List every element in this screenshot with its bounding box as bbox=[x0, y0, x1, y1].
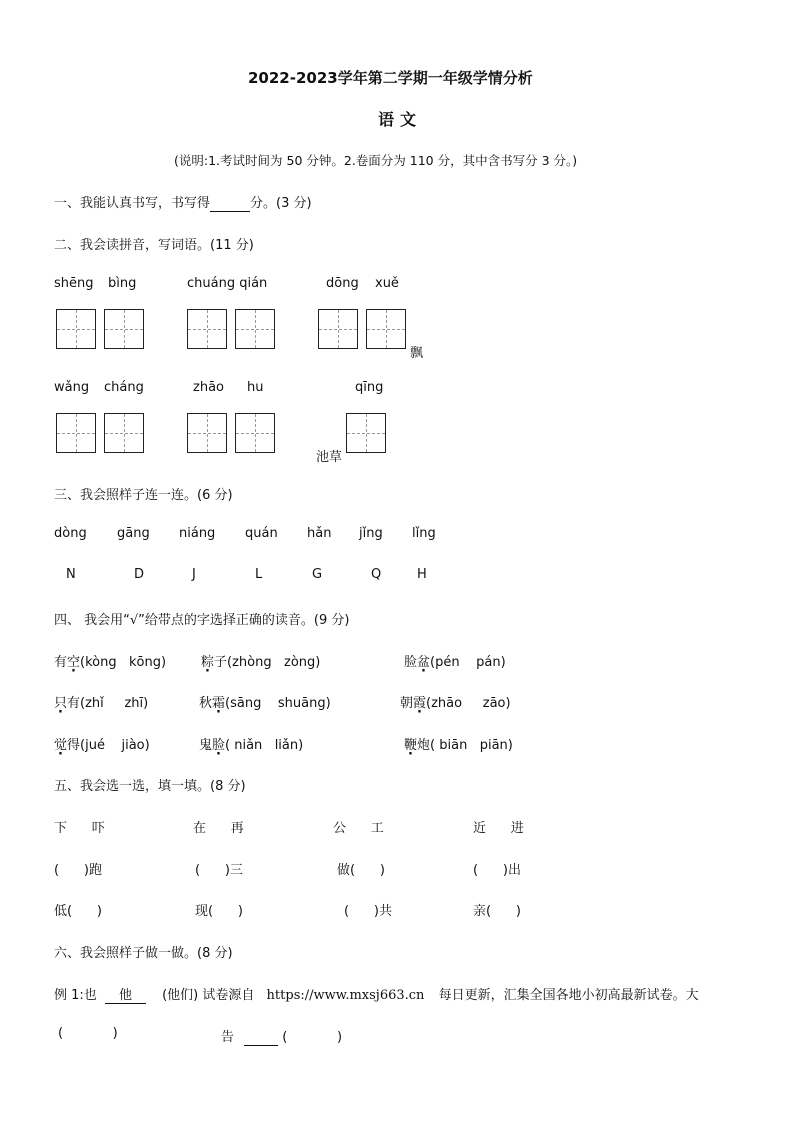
example-label: 例 1:也 bbox=[54, 988, 97, 1003]
section-1 bbox=[54, 192, 312, 212]
dotted-char: 盆 bbox=[417, 655, 431, 670]
writing-grid[interactable] bbox=[318, 309, 358, 349]
item-prefix: 朝 bbox=[400, 696, 414, 711]
match-pinyin[interactable]: dòng bbox=[54, 526, 87, 541]
item-suffix: 子 bbox=[214, 655, 228, 670]
example-answer: 他 bbox=[105, 984, 146, 1004]
pinyin-label: zhāo bbox=[193, 380, 224, 395]
fill-blank[interactable]: 亲( ) bbox=[473, 904, 521, 919]
fill-blank[interactable]: ( )出 bbox=[473, 863, 521, 878]
match-pinyin[interactable]: niáng bbox=[179, 526, 216, 541]
writing-grid[interactable] bbox=[346, 413, 386, 453]
section-5-heading: 五、我会选一选，填一填。(8 分) bbox=[54, 779, 246, 794]
pinyin-label: hu bbox=[247, 380, 264, 395]
match-letter[interactable]: G bbox=[312, 567, 323, 582]
pinyin-label: bìng bbox=[108, 276, 137, 291]
char-pair: 下 吓 bbox=[54, 821, 105, 836]
match-letter[interactable]: H bbox=[417, 567, 427, 582]
writing-grid[interactable] bbox=[104, 413, 144, 453]
fill-blank[interactable]: ( )跑 bbox=[54, 863, 102, 878]
word-suffix: 飘 bbox=[410, 346, 424, 361]
match-pinyin[interactable]: gāng bbox=[117, 526, 150, 541]
char-pair: 公 工 bbox=[333, 821, 384, 836]
match-letter[interactable]: J bbox=[192, 567, 196, 582]
answer-blank[interactable]: ( ) bbox=[282, 1030, 343, 1045]
item-options: (sāng shuāng) bbox=[225, 696, 331, 711]
writing-grid[interactable] bbox=[56, 309, 96, 349]
section-4-heading: 四、 我会用“√”给带点的字选择正确的读音。(9 分) bbox=[54, 613, 350, 628]
reading-item[interactable] bbox=[54, 734, 150, 753]
match-letter[interactable]: D bbox=[134, 567, 145, 582]
clue-char: 告 bbox=[221, 1030, 235, 1045]
item-options: (zhòng zòng) bbox=[227, 655, 321, 670]
match-pinyin[interactable]: jǐng bbox=[359, 526, 383, 541]
dotted-char: 空 bbox=[67, 655, 81, 670]
writing-grid[interactable] bbox=[187, 309, 227, 349]
item-options: (jué jiào) bbox=[80, 738, 150, 753]
item-suffix: 炮 bbox=[417, 738, 431, 753]
score-blank[interactable] bbox=[210, 196, 250, 212]
reading-item[interactable] bbox=[201, 651, 320, 670]
writing-grid[interactable] bbox=[187, 413, 227, 453]
item-options: (kòng kōng) bbox=[80, 655, 167, 670]
item-options: (zhǐ zhī) bbox=[80, 696, 149, 711]
writing-grid[interactable] bbox=[104, 309, 144, 349]
dotted-char: 霜 bbox=[212, 696, 226, 711]
pinyin-label: shēng bbox=[54, 276, 94, 291]
reading-item[interactable] bbox=[199, 692, 331, 711]
item-options: ( biān piān) bbox=[430, 738, 513, 753]
reading-item[interactable] bbox=[404, 734, 513, 753]
writing-grid[interactable] bbox=[235, 309, 275, 349]
fill-blank[interactable]: 做( ) bbox=[337, 863, 385, 878]
pinyin-label: qīng bbox=[355, 380, 384, 395]
reading-item[interactable] bbox=[400, 692, 511, 711]
writing-grid[interactable] bbox=[366, 309, 406, 349]
pinyin-label: chuáng qián bbox=[187, 276, 268, 291]
dotted-char: 只 bbox=[54, 696, 68, 711]
subject-title: 语文 bbox=[378, 110, 423, 129]
fill-blank[interactable]: ( )三 bbox=[195, 863, 243, 878]
match-pinyin[interactable]: lǐng bbox=[412, 526, 436, 541]
match-letter[interactable]: L bbox=[255, 567, 263, 582]
writing-grid[interactable] bbox=[235, 413, 275, 453]
reading-item[interactable] bbox=[199, 734, 303, 753]
dotted-char: 粽 bbox=[201, 655, 215, 670]
char-pair: 在 再 bbox=[193, 821, 244, 836]
match-letter[interactable]: Q bbox=[371, 567, 382, 582]
fill-blank[interactable]: 现( ) bbox=[195, 904, 243, 919]
dotted-char: 觉 bbox=[54, 738, 68, 753]
watermark-url[interactable]: https://www.mxsj663.cn bbox=[266, 988, 425, 1003]
item-options: (pén pán) bbox=[430, 655, 506, 670]
reading-item[interactable] bbox=[54, 692, 148, 711]
example-line bbox=[54, 984, 699, 1004]
char-pair: 近 进 bbox=[473, 821, 524, 836]
item-options: ( niǎn liǎn) bbox=[225, 738, 304, 753]
pinyin-label: cháng bbox=[104, 380, 144, 395]
item-suffix: 得 bbox=[67, 738, 81, 753]
item-prefix: 鬼 bbox=[199, 738, 213, 753]
item-prefix: 脸 bbox=[404, 655, 418, 670]
word-prefix: 池草 bbox=[316, 450, 343, 465]
item-options: (zhāo zāo) bbox=[426, 696, 511, 711]
watermark-suffix: 每日更新，汇集全国各地小初高最新试卷。大 bbox=[438, 988, 699, 1003]
dotted-char: 脸 bbox=[212, 738, 226, 753]
item-suffix: 有 bbox=[67, 696, 81, 711]
section-2-heading: 二、我会读拼音，写词语。(11 分) bbox=[54, 238, 254, 253]
fill-blank[interactable]: 低( ) bbox=[54, 904, 102, 919]
section-6-heading: 六、我会照样子做一做。(8 分) bbox=[54, 946, 233, 961]
match-pinyin[interactable]: quán bbox=[245, 526, 278, 541]
answer-blank[interactable]: ( ) bbox=[58, 1026, 118, 1041]
pinyin-label: wǎng bbox=[54, 380, 90, 395]
section-1-suffix: 分。(3 分) bbox=[250, 196, 312, 211]
dotted-char: 鞭 bbox=[404, 738, 418, 753]
item-prefix: 有 bbox=[54, 655, 68, 670]
item-prefix: 秋 bbox=[199, 696, 213, 711]
example-line-2 bbox=[221, 1026, 342, 1046]
dotted-char: 霞 bbox=[413, 696, 427, 711]
exam-note: (说明:1.考试时间为 50 分钟。2.卷面分为 110 分，其中含书写分 3 分。) bbox=[174, 153, 578, 168]
section-1-prefix: 一、我能认真书写，书写得 bbox=[54, 196, 211, 211]
watermark-prefix: 试卷源自 bbox=[202, 988, 255, 1003]
page-title: 2022-2023学年第二学期一年级学情分析 bbox=[248, 69, 533, 87]
pinyin-label: dōng bbox=[326, 276, 359, 291]
answer-underline[interactable] bbox=[244, 1030, 278, 1046]
fill-blank[interactable]: ( )共 bbox=[344, 904, 392, 919]
writing-grid[interactable] bbox=[56, 413, 96, 453]
reading-item[interactable] bbox=[404, 651, 506, 670]
match-pinyin[interactable]: hǎn bbox=[307, 526, 332, 541]
match-letter[interactable]: N bbox=[66, 567, 76, 582]
reading-item[interactable] bbox=[54, 651, 166, 670]
example-hint: (他们) bbox=[162, 988, 199, 1003]
pinyin-label: xuě bbox=[375, 276, 399, 291]
section-3-heading: 三、我会照样子连一连。(6 分) bbox=[54, 488, 233, 503]
